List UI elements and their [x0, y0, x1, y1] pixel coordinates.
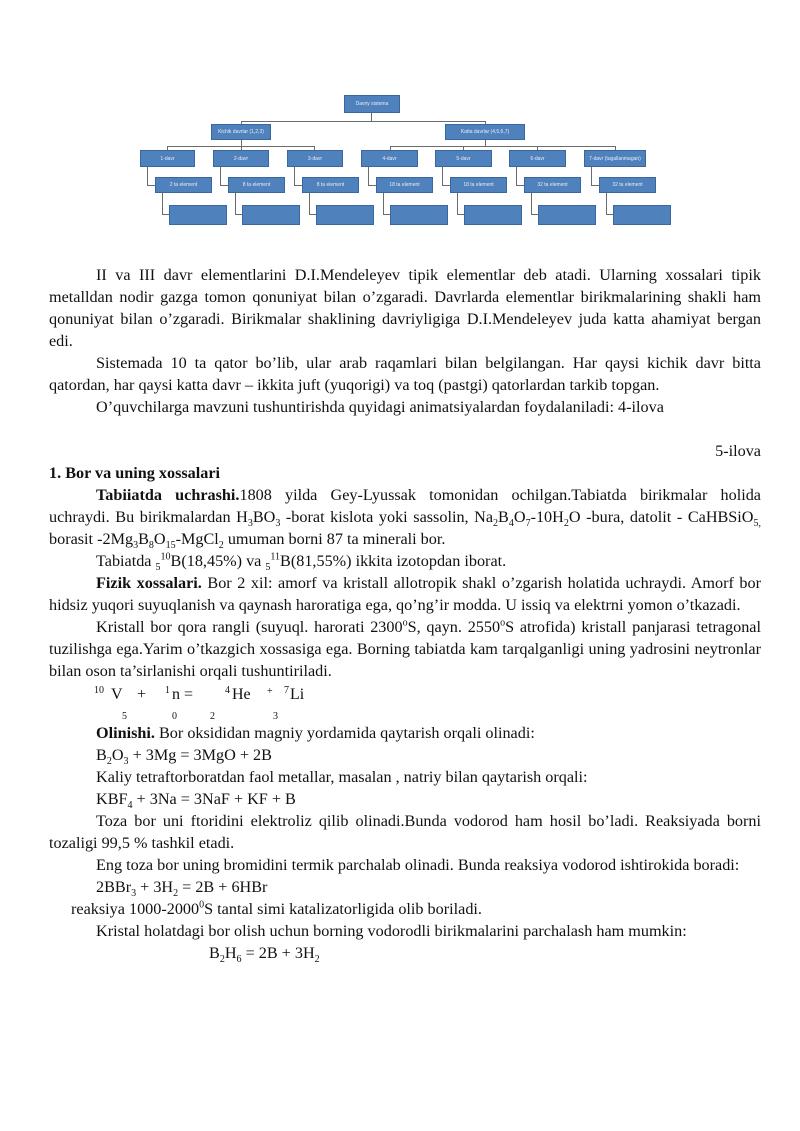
eq-symbol: n =: [172, 686, 194, 703]
count-label: 32 ta element: [612, 182, 643, 188]
count-box-1: [155, 177, 212, 193]
eq-num: 5: [122, 711, 127, 722]
count-box-5: [450, 177, 507, 193]
ilova-5-label: 5-ilova: [715, 442, 761, 460]
period-box-2: [213, 150, 269, 167]
subscript: 5,: [753, 518, 761, 530]
text-run: -borat kislota yoki sassolin, Na: [280, 508, 494, 526]
count-label: 32 ta element: [537, 182, 568, 188]
count-label: 18 ta element: [463, 182, 494, 188]
subscript: 2: [173, 888, 179, 900]
text-run: -10H: [530, 508, 564, 526]
eq-symbol: Li: [290, 686, 305, 703]
document-body: [49, 264, 761, 964]
empty-box-4: [390, 205, 448, 225]
count-label: 8 ta element: [316, 182, 345, 188]
branch-right-label: Katta davrlar (4,5,6,7): [460, 129, 510, 135]
subscript: 3: [247, 518, 253, 530]
eq-part: + 3Mg = 3MgO + 2B: [128, 746, 272, 764]
paragraph-qatorlar: Sistemada 10 ta qator bo’lib, ular arab raqamlari bilan belgilangan. Har qaysi kichik davr bitta qatordan, har qaysi katta davr – ikkita juft (yuqorigi) va toq (pastgi) qatorlardan tarkib topgan.: [49, 354, 761, 394]
section-heading: 1. Bor va uning xossalari: [49, 464, 221, 482]
text-run: Bor 2 xil: amorf va kristall allotropik shakl o’zgarish holatida uchraydi. Amorf bor hidsiz yuqori suyuqlanish va qaynash haroratiga ega, qo’ng’ir modda. U issiq va elektrni yomon o’tkazadi.: [49, 574, 761, 614]
text-run: B: [498, 508, 509, 526]
subscript: 2: [493, 518, 499, 530]
count-label: 8 ta element: [242, 182, 271, 188]
eq-part: + 3H: [136, 878, 174, 896]
empty-box-6: [538, 205, 596, 225]
text-run: O: [513, 508, 526, 526]
superscript: 11: [270, 551, 281, 563]
subscript: 15: [165, 540, 176, 552]
period-box-1: [140, 150, 195, 167]
paragraph-tabiatda-uchrashi: [49, 484, 761, 550]
paragraph-fizik-xossalari: [49, 572, 761, 616]
equation-1: [49, 744, 761, 766]
olinishi-title: Olinishi.: [96, 724, 155, 742]
period-box-7: [584, 150, 646, 167]
text-run: O -bura, datolit - CaHBSiO: [568, 508, 754, 526]
connector: [371, 113, 372, 121]
period-label: 1-davr: [160, 155, 175, 162]
paragraph-izotoplar: [49, 550, 761, 572]
eq-num: 7: [284, 685, 289, 696]
subscript: 5: [155, 562, 161, 574]
empty-box-1: [169, 205, 227, 225]
period-label: 7-davr (tugallanmagan): [589, 155, 641, 162]
subscript: 2: [563, 518, 569, 530]
subscript: 2: [314, 954, 320, 966]
diagram-root-box: [344, 95, 400, 113]
eq-part: B: [96, 746, 107, 764]
subscript: 3: [275, 518, 281, 530]
count-label: 18 ta element: [389, 182, 420, 188]
text-run: S tantal simi katalizatorligida olib boriladi.: [204, 900, 482, 918]
empty-box-3: [316, 205, 374, 225]
eq-symbol: He: [232, 686, 251, 703]
text-run: Bor oksididan magniy yordamida qaytarish orqali olinadi:: [154, 724, 535, 742]
eq-part: O: [111, 746, 124, 764]
paragraph-reaksiya: [49, 898, 761, 920]
text-run: -MgCl: [175, 530, 219, 548]
text-run: S, qayn. 2550: [407, 618, 501, 636]
period-label: 5-davr: [456, 155, 471, 162]
superscript: o: [500, 617, 506, 629]
subscript: 2: [218, 540, 224, 552]
text-run: umuman borni 87 ta minerali bor.: [223, 530, 446, 548]
subscript: 8: [148, 540, 154, 552]
equation-3: [49, 876, 761, 898]
fizik-title: Fizik xossalari.: [96, 574, 202, 592]
eq-part: 2BBr: [96, 878, 132, 896]
superscript: 0: [199, 899, 205, 911]
superscript: o: [402, 617, 408, 629]
subscript: 6: [236, 954, 242, 966]
diagram-branch-right: [445, 124, 525, 140]
paragraph-animatsiyalar: O’quvchilarga mavzuni tushuntirishda quyidagi animatsiyalardan foydalaniladi: 4-ilova: [96, 398, 664, 416]
diagram-branch-left: [211, 124, 271, 140]
period-box-4: [361, 150, 418, 167]
subscript: 3: [133, 540, 139, 552]
count-box-3: [302, 177, 359, 193]
eq-part: + 3Na = 3NaF + KF + B: [132, 790, 296, 808]
paragraph-kristal-holat: Kristal holatdagi bor olish uchun borning vodorodli birikmalarini parchalash ham mumkin:: [96, 922, 687, 940]
empty-box-5: [464, 205, 522, 225]
davriy-sistema-diagram: [0, 0, 800, 240]
period-label: 6-davr: [530, 155, 545, 162]
paragraph-kaliy: Kaliy tetraftorboratdan faol metallar, masalan , natriy bilan qaytarish orqali:: [96, 768, 588, 786]
text-run: reaksiya 1000-2000: [71, 900, 200, 918]
text-run: B: [138, 530, 149, 548]
count-box-2: [228, 177, 285, 193]
nuclear-equation: [49, 682, 761, 722]
eq-num: 4: [225, 685, 230, 696]
text-run: B(81,55%) ikkita izotopdan iborat.: [280, 552, 507, 570]
period-label: 3-davr: [307, 155, 323, 162]
eq-part: = 2B + 3H: [241, 944, 315, 962]
subscript: 2: [106, 756, 112, 768]
text-run: Tabiatda: [96, 552, 156, 570]
text-run: O: [153, 530, 166, 548]
text-run: BO: [252, 508, 276, 526]
eq-symbol: +: [137, 686, 147, 703]
count-box-7: [599, 177, 656, 193]
text-run: borasit -2Mg: [49, 530, 134, 548]
period-box-3: [287, 150, 343, 167]
eq-num: 0: [172, 711, 177, 722]
spacer: [49, 418, 761, 440]
diagram-root-label: Davriy sistema: [355, 101, 389, 107]
subscript: 3: [131, 888, 137, 900]
subscript: 3: [123, 756, 129, 768]
text-run: B(18,45%) va: [170, 552, 266, 570]
equation-4: [49, 942, 761, 964]
connector: [241, 121, 485, 122]
eq-symbol: V: [111, 686, 123, 703]
empty-box-7: [613, 205, 671, 225]
superscript: 10: [160, 551, 171, 563]
paragraph-olinishi: [49, 722, 761, 744]
eq-num: 10: [94, 685, 104, 696]
equation-2: [49, 788, 761, 810]
eq-num: 2: [210, 711, 215, 722]
count-label: 2 ta element: [169, 182, 198, 188]
empty-box-2: [242, 205, 300, 225]
tabiatda-title: Tabiiatda uchrashi.: [96, 486, 240, 504]
eq-part: = 2B + 6HBr: [178, 878, 268, 896]
text-run: Kristall bor qora rangli (suyuql. harorati 2300: [96, 618, 403, 636]
subscript: 2: [219, 954, 225, 966]
period-label: 2-davr: [233, 155, 249, 162]
eq-part: H: [224, 944, 237, 962]
paragraph-kristall-bor: [49, 616, 761, 682]
subscript: 7: [525, 518, 531, 530]
subscript: 4: [127, 800, 133, 812]
text-run: S atrofida) kristall panjarasi tetragonal tuzilishga ega.Yarim o’tkazgich xossasiga ega. Borning tabiatda kam tarqalganligi uning yadrosini neytronlar bilan oson ta’sirlanishi orqali tushuntiriladi.: [49, 618, 761, 680]
paragraph-eng-toza: Eng toza bor uning bromidini termik parchalab olinadi. Bunda reaksiya vodorod ishtirokida boradi:: [96, 856, 740, 874]
eq-part: B: [209, 944, 220, 962]
paragraph-toza-bor: Toza bor uni ftoridini elektroliz qilib olinadi.Bunda vodorod ham hosil bo’ladi. Reaksiyada borni tozaligi 99,5 % tashkil etadi.: [49, 812, 761, 852]
text-run: 1808 yilda Gey-Lyussak tomonidan ochilgan.Tabiatda birikmalar holida uchraydi. Bu birikmalardan H: [49, 486, 761, 526]
count-box-6: [524, 177, 581, 193]
eq-num: 3: [273, 711, 278, 722]
eq-num: 1: [165, 685, 170, 696]
connector: [390, 146, 615, 147]
period-label: 4-davr: [382, 155, 397, 162]
period-box-5: [435, 150, 492, 167]
eq-part: KBF: [96, 790, 128, 808]
period-box-6: [509, 150, 566, 167]
paragraph-tipik-elementlar: II va III davr elementlarini D.I.Mendeleyev tipik elementlar deb atadi. Ularning xossalari tipik metalldan nodir gazga tomon qonuniyat bilan o’zgaradi. Davrlarda elementlar birikmalarining shakli ham qonuniyat bilan o’zgaradi. Birikmalar shaklining davriyligiga D.I.Mendeleyev juda katta ahamiyat bergan edi.: [49, 266, 761, 350]
branch-left-label: Kichik davrlar (1,2,3): [218, 129, 264, 135]
subscript: 5: [265, 562, 271, 574]
subscript: 4: [508, 518, 514, 530]
eq-symbol: +: [267, 686, 273, 697]
count-box-4: [376, 177, 433, 193]
